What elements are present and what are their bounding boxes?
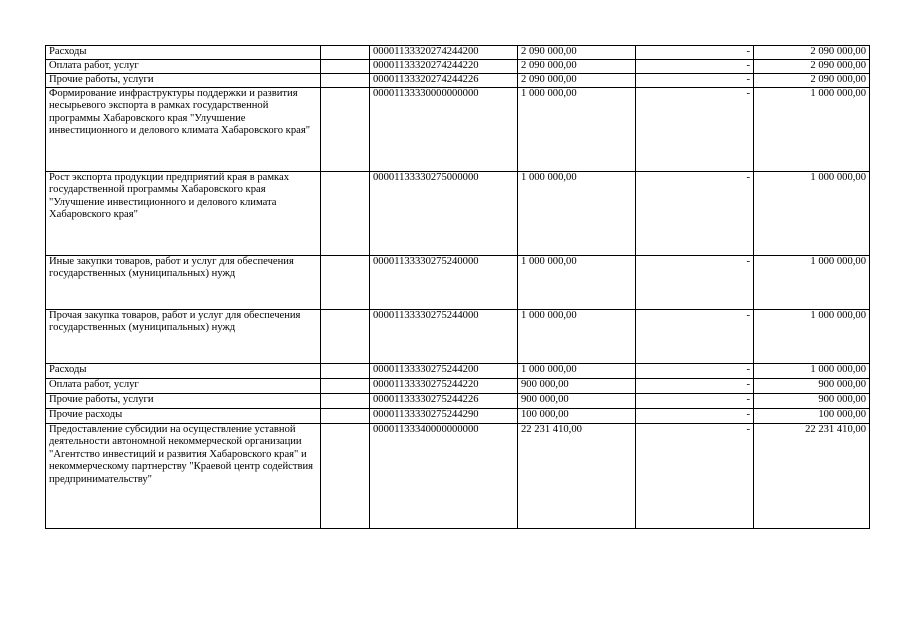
row-dash-cell: - (636, 256, 754, 310)
row-empty-cell (321, 256, 370, 310)
row-empty-cell (321, 394, 370, 409)
row-code-cell: 00001133330275240000 (370, 256, 518, 310)
table-row (46, 46, 870, 60)
row-total-cell: 2 090 000,00 (754, 60, 870, 74)
row-dash-cell: - (636, 409, 754, 424)
row-code-cell: 00001133320274244220 (370, 60, 518, 74)
row-amount-cell: 1 000 000,00 (518, 172, 636, 256)
row-dash-cell: - (636, 310, 754, 364)
row-total-cell: 1 000 000,00 (754, 256, 870, 310)
table-row (46, 310, 870, 364)
row-name-cell: Рост экспорта продукции предприятий края в рамках государственной программы Хабаровского края "Улучшение инвестиционного и делового климата Хабаровского края" (46, 172, 321, 256)
row-amount-cell: 2 090 000,00 (518, 60, 636, 74)
row-empty-cell (321, 172, 370, 256)
row-name-cell: Прочие работы, услуги (46, 394, 321, 409)
row-amount-cell: 1 000 000,00 (518, 256, 636, 310)
row-empty-cell (321, 310, 370, 364)
row-total-cell: 100 000,00 (754, 409, 870, 424)
row-amount-cell: 1 000 000,00 (518, 364, 636, 379)
row-name-cell: Предоставление субсидии на осуществление уставной деятельности автономной некоммерческой организации "Агентство инвестиций и развития Хабаровского края" и некоммерческому партнерству "Краевой центр содействия предпринимательству" (46, 424, 321, 529)
table-row (46, 88, 870, 172)
table-row (46, 74, 870, 88)
row-amount-cell: 2 090 000,00 (518, 46, 636, 60)
row-amount-cell: 2 090 000,00 (518, 74, 636, 88)
row-total-cell: 1 000 000,00 (754, 172, 870, 256)
table-row (46, 172, 870, 256)
row-name-cell: Иные закупки товаров, работ и услуг для обеспечения государственных (муниципальных) нужд (46, 256, 321, 310)
row-total-cell: 900 000,00 (754, 379, 870, 394)
row-name-cell: Оплата работ, услуг (46, 60, 321, 74)
row-amount-cell: 100 000,00 (518, 409, 636, 424)
row-dash-cell: - (636, 46, 754, 60)
row-code-cell: 00001133330275244226 (370, 394, 518, 409)
row-empty-cell (321, 74, 370, 88)
row-name-cell: Прочие работы, услуги (46, 74, 321, 88)
row-code-cell: 00001133330275244200 (370, 364, 518, 379)
table-row (46, 60, 870, 74)
row-name-cell: Расходы (46, 364, 321, 379)
row-total-cell: 1 000 000,00 (754, 88, 870, 172)
table-row (46, 256, 870, 310)
row-empty-cell (321, 88, 370, 172)
row-amount-cell: 22 231 410,00 (518, 424, 636, 529)
row-empty-cell (321, 424, 370, 529)
row-amount-cell: 1 000 000,00 (518, 310, 636, 364)
row-empty-cell (321, 46, 370, 60)
row-code-cell: 00001133340000000000 (370, 424, 518, 529)
row-dash-cell: - (636, 364, 754, 379)
table-row (46, 424, 870, 529)
row-amount-cell: 900 000,00 (518, 394, 636, 409)
row-total-cell: 1 000 000,00 (754, 364, 870, 379)
row-code-cell: 00001133330000000000 (370, 88, 518, 172)
row-total-cell: 1 000 000,00 (754, 310, 870, 364)
row-dash-cell: - (636, 60, 754, 74)
row-code-cell: 00001133330275244220 (370, 379, 518, 394)
table-row (46, 394, 870, 409)
row-name-cell: Формирование инфраструктуры поддержки и развития несырьевого экспорта в рамках государственной программы Хабаровского края "Улучшение инвестиционного и делового климата Хабаровского края" (46, 88, 321, 172)
row-dash-cell: - (636, 88, 754, 172)
row-total-cell: 22 231 410,00 (754, 424, 870, 529)
row-dash-cell: - (636, 394, 754, 409)
row-code-cell: 00001133330275244000 (370, 310, 518, 364)
row-total-cell: 900 000,00 (754, 394, 870, 409)
row-empty-cell (321, 379, 370, 394)
row-dash-cell: - (636, 172, 754, 256)
row-amount-cell: 1 000 000,00 (518, 88, 636, 172)
row-name-cell: Прочие расходы (46, 409, 321, 424)
row-amount-cell: 900 000,00 (518, 379, 636, 394)
table-row (46, 409, 870, 424)
row-dash-cell: - (636, 74, 754, 88)
row-empty-cell (321, 409, 370, 424)
row-name-cell: Прочая закупка товаров, работ и услуг для обеспечения государственных (муниципальных) нужд (46, 310, 321, 364)
table-body (46, 46, 870, 529)
row-total-cell: 2 090 000,00 (754, 74, 870, 88)
table-row (46, 379, 870, 394)
row-name-cell: Оплата работ, услуг (46, 379, 321, 394)
row-total-cell: 2 090 000,00 (754, 46, 870, 60)
row-empty-cell (321, 364, 370, 379)
row-code-cell: 00001133330275244290 (370, 409, 518, 424)
row-code-cell: 00001133320274244226 (370, 74, 518, 88)
row-name-cell: Расходы (46, 46, 321, 60)
table-row (46, 364, 870, 379)
row-dash-cell: - (636, 379, 754, 394)
row-code-cell: 00001133330275000000 (370, 172, 518, 256)
row-code-cell: 00001133320274244200 (370, 46, 518, 60)
row-dash-cell: - (636, 424, 754, 529)
budget-table (45, 45, 870, 529)
row-empty-cell (321, 60, 370, 74)
